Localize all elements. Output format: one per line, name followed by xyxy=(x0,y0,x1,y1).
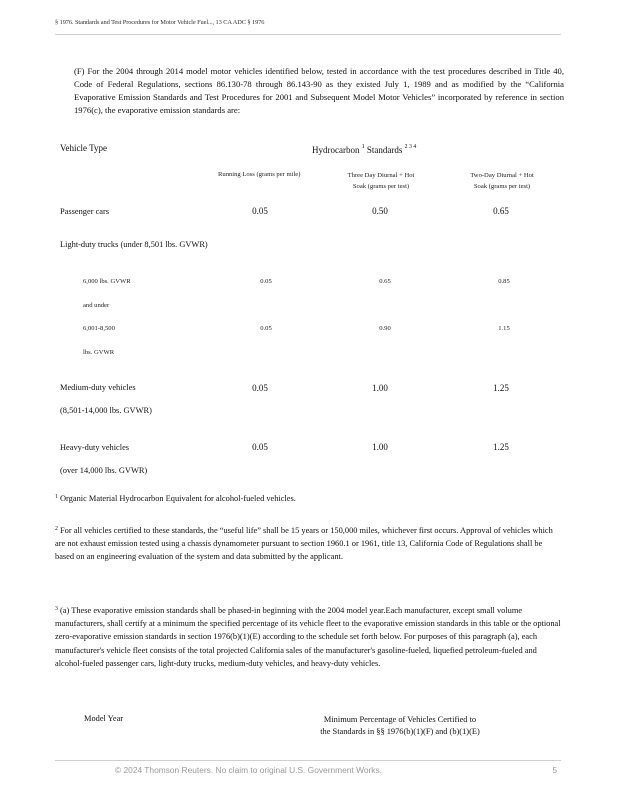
col-three-day-line2: Soak (grams per test) xyxy=(352,183,410,190)
ldt-row1-label-line2: and under xyxy=(83,302,110,309)
ldt-row2-two-day: 1.15 xyxy=(498,325,510,332)
row-passenger-cars-label: Passenger cars xyxy=(60,207,110,216)
hc-sup-2: 2 3 4 xyxy=(404,144,417,150)
passenger-cars-running-loss: 0.05 xyxy=(252,206,268,216)
row-heavy-duty-sub: (over 14,000 lbs. GVWR) xyxy=(60,466,148,475)
footnote-3-text: (a) These evaporative emission standards shall be phased-in beginning with the 2004 model year.Each manufacturer, except small volume manufacturers, shall certify at a minimum the specified percentage of its vehicle fleet to the evaporative emission standards in this table or the optional zero-evaporative emission standards in section 1976(b)(1)(E) according to the schedule set forth below. For purposes of this paragraph (a), each manufacturer's vehicle fleet consists of the total projected California sales of the manufacturer's gasoline-fueled, liquefied petroleum-fueled and alcohol-fueled passenger cars, light-duty trucks, medium-duty vehicles, and heavy-duty vehicles. xyxy=(55,606,561,668)
col-running-loss: Running Loss (grams per mile) xyxy=(218,171,301,178)
hc-standards-label: Standards xyxy=(366,145,403,155)
passenger-cars-two-day: 0.65 xyxy=(493,206,509,216)
col-two-day-line1: Two-Day Diurnal + Hot xyxy=(470,172,534,179)
footnote-1-mark: 1 xyxy=(55,494,58,500)
heavy-duty-three-day: 1.00 xyxy=(372,442,388,452)
medium-duty-three-day: 1.00 xyxy=(372,383,388,393)
model-year-heading: Model Year xyxy=(84,714,124,723)
hc-standards-pre: Hydrocarbon xyxy=(312,145,360,155)
passenger-cars-three-day: 0.50 xyxy=(372,206,388,216)
ldt-row1-label-line1: 6,000 lbs. GVWR xyxy=(83,278,131,285)
min-percentage-line1: Minimum Percentage of Vehicles Certified to xyxy=(323,715,477,724)
intro-paragraph: (F) For the 2004 through 2014 model motor vehicles identified below, tested in accordance with the test procedures described in Title 40, Code of Federal Regulations, sections 86.130-78 through 86.143-90 as they existed July 1, 1989 and as modified by the “California Evaporative Emission Standards and Test Procedures for 2001 and Subsequent Model Motor Vehicles” incorporated by reference in section 1976(c), the evaporative emission standards are: xyxy=(74,66,564,116)
header-divider xyxy=(55,34,561,35)
footnote-2 xyxy=(55,524,561,564)
running-header: § 1976. Standards and Test Procedures for Motor Vehicle Fuel..., 13 CA ADC § 1976 xyxy=(55,19,265,26)
heavy-duty-two-day: 1.25 xyxy=(493,442,509,452)
footnote-3 xyxy=(55,604,561,670)
row-medium-duty-label: Medium-duty vehicles xyxy=(60,383,136,392)
ldt-row1-two-day: 0.85 xyxy=(498,278,510,285)
vehicle-type-heading: Vehicle Type xyxy=(60,143,107,153)
heavy-duty-running-loss: 0.05 xyxy=(252,442,268,452)
ldt-row2-three-day: 0.90 xyxy=(379,325,391,332)
ldt-row2-label-line1: 6,001-8,500 xyxy=(83,325,115,332)
col-two-day-line2: Soak (grams per test) xyxy=(473,183,531,190)
ldt-row1-running-loss: 0.05 xyxy=(260,278,272,285)
col-three-day xyxy=(331,170,431,192)
page-number: 5 xyxy=(552,765,557,775)
medium-duty-two-day: 1.25 xyxy=(493,383,509,393)
row-light-duty-label: Light-duty trucks (under 8,501 lbs. GVWR) xyxy=(60,240,208,249)
min-percentage-heading xyxy=(290,714,510,738)
min-percentage-line2: the Standards in §§ 1976(b)(1)(F) and (b)(1)(E) xyxy=(320,727,480,736)
col-two-day xyxy=(452,170,552,192)
row-medium-duty-sub: (8,501-14,000 lbs. GVWR) xyxy=(60,406,152,415)
medium-duty-running-loss: 0.05 xyxy=(252,383,268,393)
ldt-row2-running-loss: 0.05 xyxy=(260,325,272,332)
footnote-2-mark: 2 xyxy=(55,526,58,532)
footer-divider xyxy=(55,760,561,761)
ldt-row2-label-line2: lbs. GVWR xyxy=(83,349,115,356)
hc-sup-1: 1 xyxy=(361,144,365,150)
footnote-1-text: Organic Material Hydrocarbon Equivalent for alcohol-fueled vehicles. xyxy=(60,494,296,503)
col-three-day-line1: Three Day Diurnal + Hot xyxy=(347,172,415,179)
row-heavy-duty-label: Heavy-duty vehicles xyxy=(60,443,130,452)
footnote-2-text: For all vehicles certified to these standards, the “useful life” shall be 15 years or 150,000 miles, whichever first occurs. Approval of vehicles which are not exhaust emission tested using a chassis dynamometer pursuant to section 1960.1 or 1961, title 13, California Code of Regulations shall be based on an engineering evaluation of the system and data submitted by the applicant. xyxy=(55,526,553,562)
footnote-1 xyxy=(55,492,561,505)
ldt-row1-three-day: 0.65 xyxy=(379,278,391,285)
hc-standards-heading xyxy=(312,145,416,155)
copyright-notice: © 2024 Thomson Reuters. No claim to original U.S. Government Works. xyxy=(115,765,382,775)
footnote-3-mark: 3 xyxy=(55,606,58,612)
